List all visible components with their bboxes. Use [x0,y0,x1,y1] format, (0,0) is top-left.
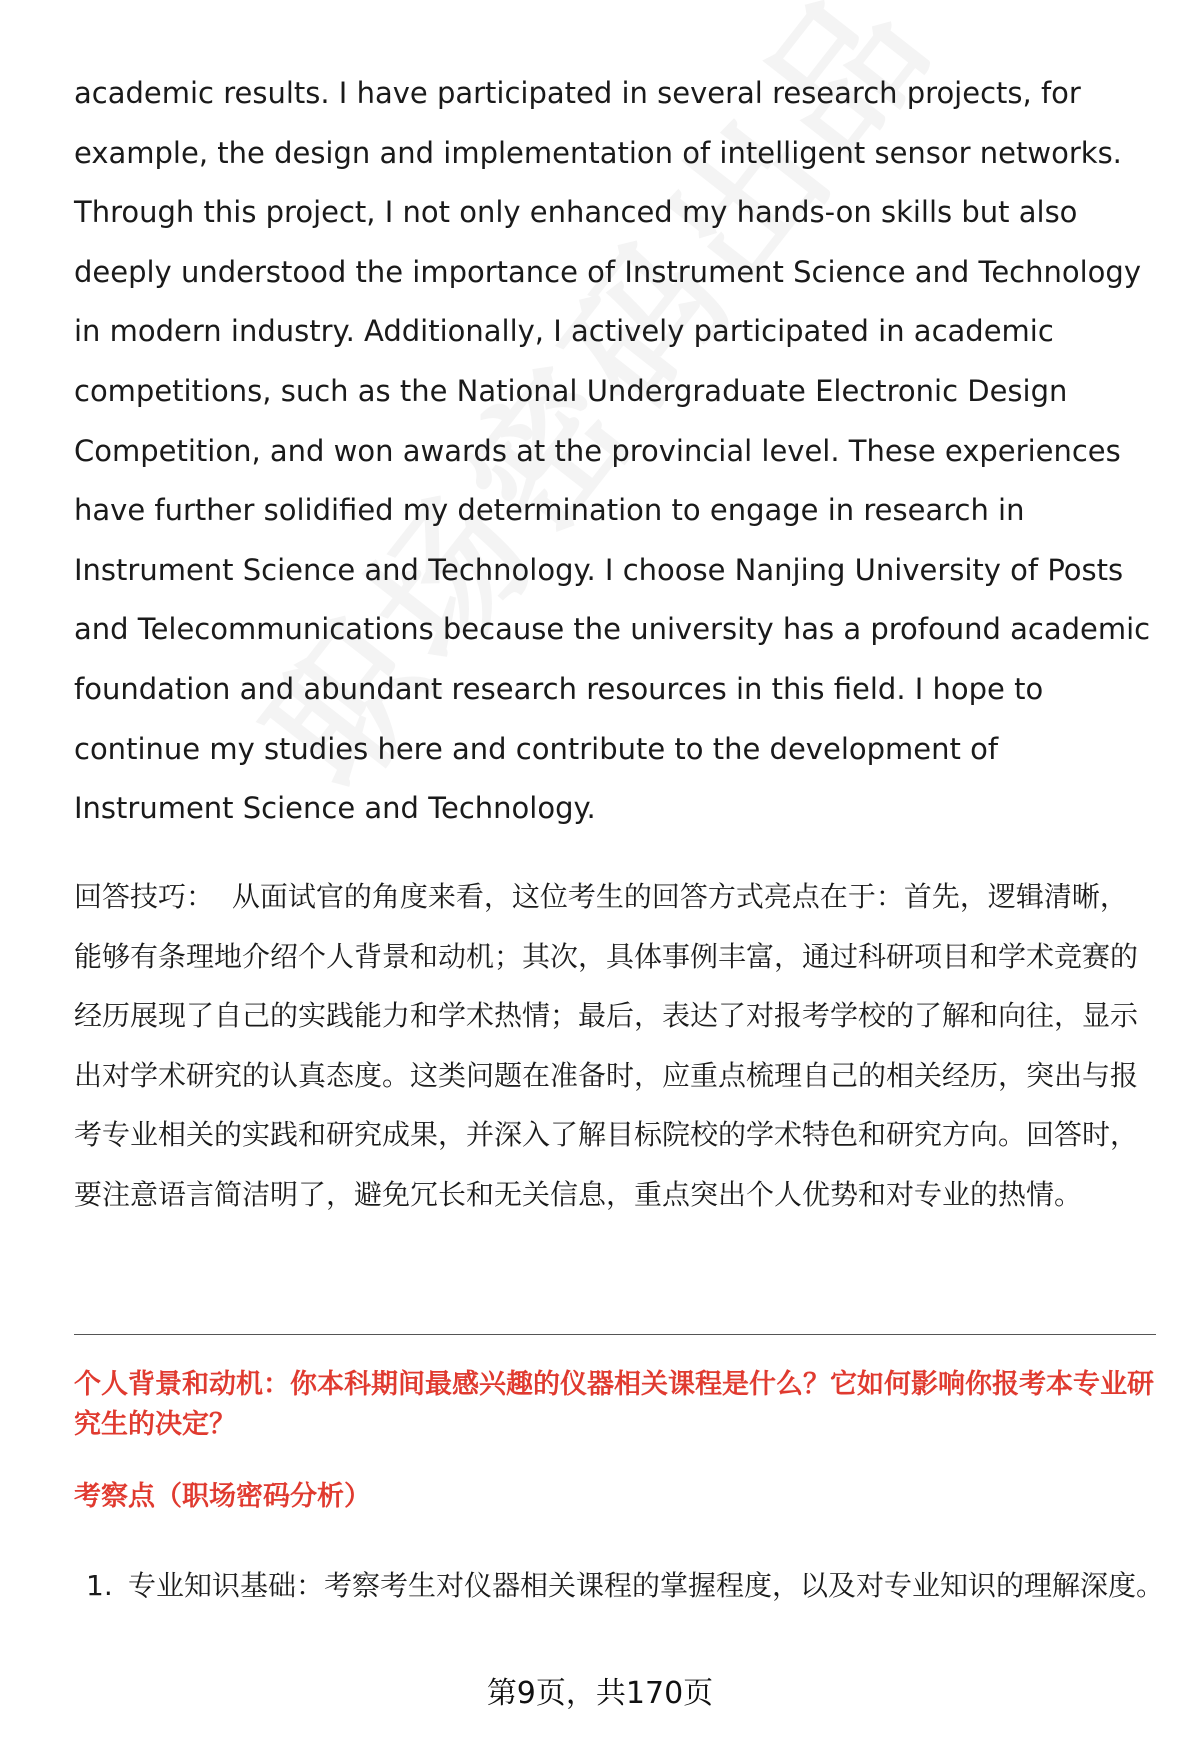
answer-tips-text: 从面试官的角度来看，这位考生的回答方式亮点在于：首先，逻辑清晰，能够有条理地介绍个人背景和动机；其次，具体事例丰富，通过科研项目和学术竞赛的经历展现了自己的实践能力和学术热情；最后，表达了对报考学校的了解和向往，显示出对学术研究的认真态度。这类问题在准备时，应重点梳理自己的相关经历，突出与报考专业相关的实践和研究成果，并深入了解目标院校的学术特色和研究方向。回答时，要注意语言简洁明了，避免冗长和无关信息，重点突出个人优势和对专业的热情。 [74,880,1139,1211]
list-item [74,1556,1164,1615]
list-item-text: 专业知识基础：考察考生对仪器相关课程的掌握程度，以及对专业知识的理解深度。 [128,1569,1165,1602]
answer-tips-label: 回答技巧： [74,880,215,913]
assessment-list [74,1556,1164,1615]
page-footer: 第9页，共170页 [486,1676,714,1711]
answer-tips [74,867,1154,1224]
section-divider [74,1334,1156,1335]
list-item-number: 1. [86,1569,113,1602]
assessment-heading: 考察点（职场密码分析） [74,1481,371,1512]
question-heading: 个人背景和动机：你本科期间最感兴趣的仪器相关课程是什么？它如何影响你报考本专业研究生的决定？ [74,1369,1154,1440]
answer-paragraph: academic results. I have participated in several research projects, for example, the design and implementation of intelligent sensor networks. Through this project, I not only enhanced my hands-on skills but also deeply understood the importance of Instrument Science and Technology in modern industry. Additionally, I actively participated in academic competitions, such as the National Undergraduate Electronic Design Competition, and won awards at the provincial level. These experiences have further solidified my determination to engage in research in Instrument Science and Technology. I choose Nanjing University of Posts and Telecommunications because the university has a profound academic foundation and abundant research resources in this field. I hope to continue my studies here and contribute to the development of Instrument Science and Technology. [74,76,1151,826]
